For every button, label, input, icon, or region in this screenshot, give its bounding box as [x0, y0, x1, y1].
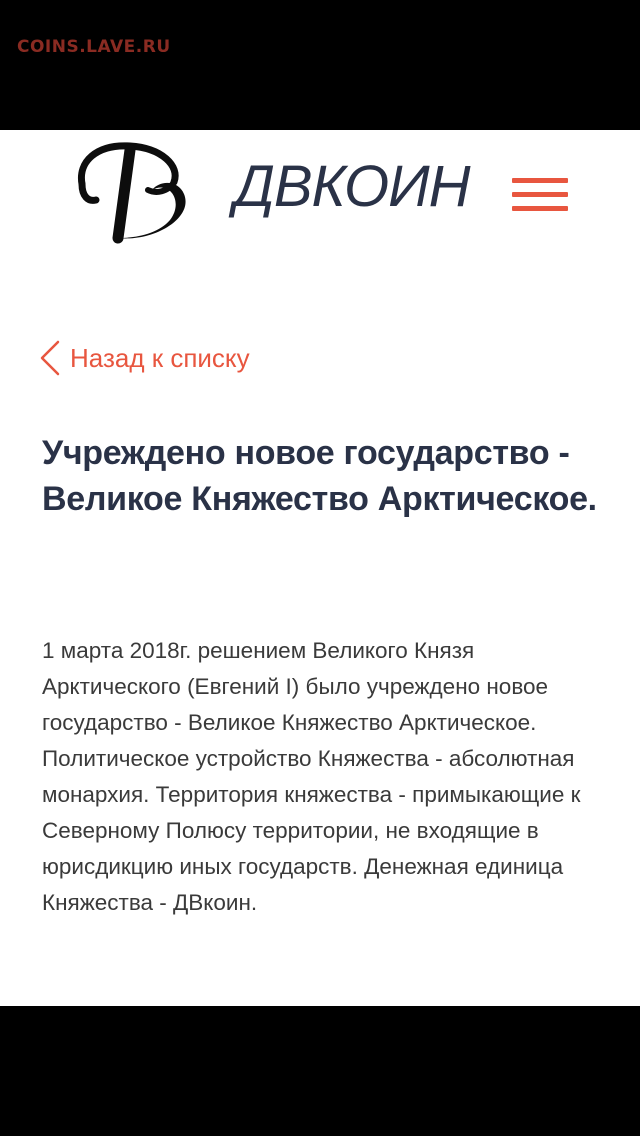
menu-button[interactable] [506, 172, 570, 218]
chevron-left-icon [38, 340, 62, 376]
back-link-label: Назад к списку [70, 342, 250, 373]
back-to-list-link[interactable] [38, 338, 250, 378]
page [0, 130, 640, 1006]
bottom-letterbox [0, 1006, 640, 1136]
watermark-text: COINS.LAVE.RU [17, 37, 171, 57]
article-body: 1 марта 2018г. решением Великого Князя Арктического (Евгений I) было учреждено новое государство - Великое Княжество Арктическое. Политическое устройство Княжества - абсолютная монархия. Территория княжества - примыкающие к Северному Полюсу территории, не входящие в юрисдикцию иных государств. Денежная единица Княжества - ДВкоин. [42, 638, 581, 915]
script-letter-v-logo[interactable] [74, 140, 196, 244]
top-letterbox [0, 0, 640, 130]
brand-name: ДВКОИН [234, 154, 470, 219]
article-title: Учреждено новое государство - Великое Княжество Арктическое. [42, 434, 597, 518]
